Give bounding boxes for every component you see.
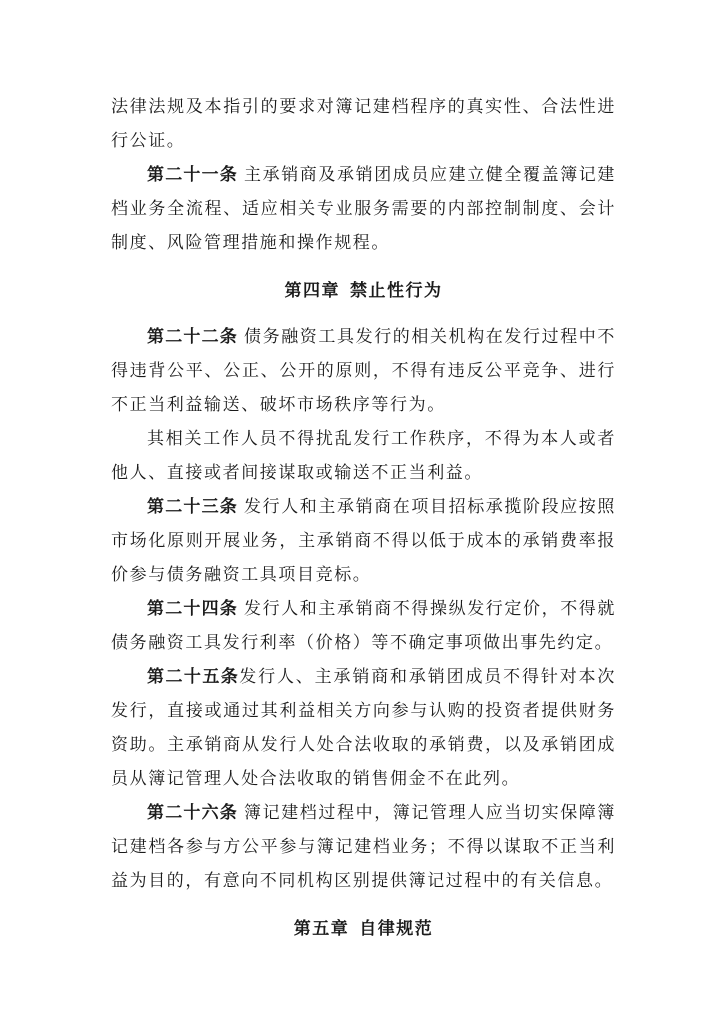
- chapter-4-number: 第四章: [284, 281, 340, 301]
- article-21-text: 主承销商及承销团成员应建立健全覆盖簿记建档业务全流程、适应相关专业服务需要的内部控制制度、会计制度、风险管理措施和操作规程。: [111, 165, 616, 253]
- chapter-4-heading: [111, 274, 616, 308]
- article-25-title: 第二十五条: [147, 667, 240, 687]
- article-22-paragraph-2: [111, 422, 616, 490]
- paragraph-text: 法律法规及本指引的要求对簿记建档程序的真实性、合法性进行公证。: [111, 97, 616, 151]
- article-24-title: 第二十四条: [147, 599, 238, 619]
- article-26: [111, 796, 616, 898]
- article-26-title: 第二十六条: [147, 803, 238, 823]
- article-21-title: 第二十一条: [147, 165, 238, 185]
- article-23-title: 第二十三条: [147, 497, 238, 517]
- chapter-5-heading: [111, 912, 616, 946]
- article-25-text: 发行人、主承销商和承销团成员不得针对本次发行，直接或通过其利益相关方向参与认购的投资者提供财务资助。主承销商从发行人处合法收取的承销费，以及承销团成员从簿记管理人处合法收取的销售佣金不在此列。: [111, 667, 616, 789]
- article-22-paragraph-2-text: 其相关工作人员不得扰乱发行工作秩序，不得为本人或者他人、直接或者间接谋取或输送不正当利益。: [111, 429, 616, 483]
- article-24: [111, 592, 616, 660]
- article-25: [111, 660, 616, 796]
- article-24-text: 发行人和主承销商不得操纵发行定价，不得就债务融资工具发行利率（价格）等不确定事项做出事先约定。: [111, 599, 616, 653]
- article-22-title: 第二十二条: [147, 327, 238, 347]
- document-body: [111, 90, 616, 958]
- article-23: [111, 490, 616, 592]
- article-22: [111, 320, 616, 422]
- paragraph-continuation: [111, 90, 616, 158]
- chapter-5-number: 第五章: [293, 919, 350, 939]
- chapter-4-title: 禁止性行为: [350, 281, 443, 301]
- article-21: [111, 158, 616, 260]
- article-26-text: 簿记建档过程中，簿记管理人应当切实保障簿记建档各参与方公平参与簿记建档业务；不得以谋取不正当利益为目的，有意向不同机构区别提供簿记过程中的有关信息。: [111, 803, 616, 891]
- article-23-text: 发行人和主承销商在项目招标承揽阶段应按照市场化原则开展业务，主承销商不得以低于成本的承销费率报价参与债务融资工具项目竞标。: [111, 497, 616, 585]
- chapter-5-title: 自律规范: [359, 919, 434, 939]
- article-22-text: 债务融资工具发行的相关机构在发行过程中不得违背公平、公正、公开的原则，不得有违反公平竞争、进行不正当利益输送、破坏市场秩序等行为。: [111, 327, 616, 415]
